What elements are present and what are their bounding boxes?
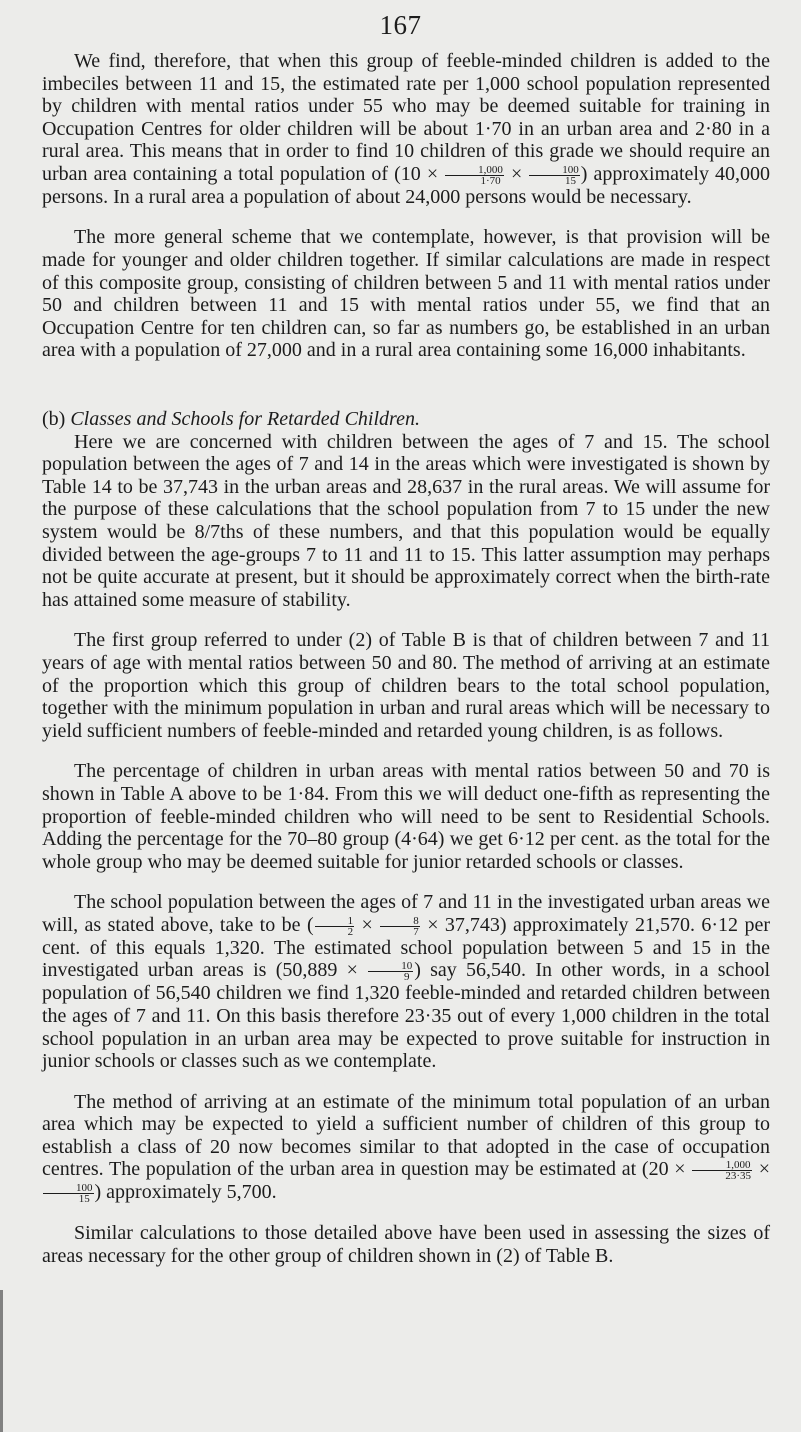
fraction: $\frac{10}{9}$ [368,961,413,982]
fraction: $\frac{1}{2}$ [315,916,355,937]
paragraph-4: The first group referred to under (2) of Table B is that of children between 7 and 11 years of age with mental ratios between 50 and 80. The method of arriving at an estimate of the proportion which this group of children bears to the total school population, together with the minimum population in urban and rural areas which will be necessary to yield sufficient numbers of feeble-minded and retarded young children, is as follows. [42,629,770,742]
paragraph-6: The school population between the ages of 7 and 11 in the investigated urban areas we will, as stated above, take to be ( $\frac{1}{2}$ × $\frac{8}{7}$ × 37,743) approximately 21,570. 6·12 per cent. of this equals 1,320. The estimated school population between 5 and 15 in the investigated urban areas is (50,889 × $\frac{10}{9}$ ) say 56,540. In other words, in a school population of 56,540 children we find 1,320 feeble-minded and retarded children between the ages of 7 and 11. On this basis therefore 23·35 out of every 1,000 children in the total school population in an urban area may be expected to prove suitable for instruction in junior schools or classes such as we contemplate. [42,891,771,1073]
section-title: Classes and Schools for Retarded Children. [70,408,420,431]
paragraph-1: We find, therefore, that when this group of feeble-minded children is added to the imbeciles between 11 and 15, the estimated rate per 1,000 school population represented by children with mental ratios under 55 who may be deemed suitable for training in Occupation Centres for older children will be about 1·70 in an urban area and 2·80 in a rural area. This means that in order to find 10 children of this grade we should require an urban area containing a total population of (10 × $\frac{1,000}{1\cdot 70}$ × $\frac{100}{15}$ ) approximately 40,000 persons. In a rural area a population of about 24,000 persons would be necessary. [42,50,771,208]
fraction: $\frac{1,000}{23\cdot 35}$ [692,1160,752,1181]
body-text [42,50,770,1267]
page-edge-shadow [0,1290,3,1432]
section-heading [42,408,770,431]
fraction: $\frac{100}{15}$ [529,165,580,186]
paragraph-7: The method of arriving at an estimate of the minimum total population of an urban area which may be expected to yield a sufficient number of children of this group to establish a class of 20 now becomes similar to that adopted in the case of occupation centres. The population of the urban area in question may be estimated at (20 × $\frac{1,000}{23\cdot 35}$ × $\frac{100}{15}$ ) approximately 5,700. [42,1090,771,1206]
section-label: (b) [42,408,66,431]
page-number: 167 [379,10,422,40]
fraction: $\frac{1,000}{1\cdot 70}$ [445,165,504,186]
paragraph-5: The percentage of children in urban areas with mental ratios between 50 and 70 is shown in Table A above to be 1·84. From this we will deduct one-fifth as representing the proportion of feeble-minded children who will need to be sent to Residential Schools. Adding the percentage for the 70–80 group (4·64) we get 6·12 per cent. as the total for the whole group who may be deemed suitable for junior retarded schools or classes. [42,760,770,873]
fraction: $\frac{8}{7}$ [380,916,420,937]
paragraph-3: Here we are concerned with children between the ages of 7 and 15. The school population between the ages of 7 and 14 in the areas which were investigated is shown by Table 14 to be 37,743 in the urban areas and 28,637 in the rural areas. We will assume for the purpose of these calculations that the school population from 7 to 15 under the new system would be 8/7ths of these numbers, and that this population would be equally divided between the age-groups 7 to 11 and 11 to 15. This latter assumption may perhaps not be quite accurate at present, but it should be approximately correct when the birth-rate has attained some measure of stability. [42,430,770,611]
fraction: $\frac{100}{15}$ [43,1183,94,1204]
paragraph-8: Similar calculations to those detailed above have been used in assessing the sizes of areas necessary for the other group of children shown in (2) of Table B. [42,1222,770,1267]
paragraph-2: The more general scheme that we contemplate, however, is that provision will be made for younger and older children together. If similar calculations are made in respect of this composite group, consisting of children between 5 and 11 with mental ratios under 50 and children between 11 and 15 with mental ratios under 55, we find that an Occupation Centre for ten children can, so far as numbers go, be established in an urban area with a population of 27,000 and in a rural area containing some 16,000 inhabitants. [42,226,770,362]
